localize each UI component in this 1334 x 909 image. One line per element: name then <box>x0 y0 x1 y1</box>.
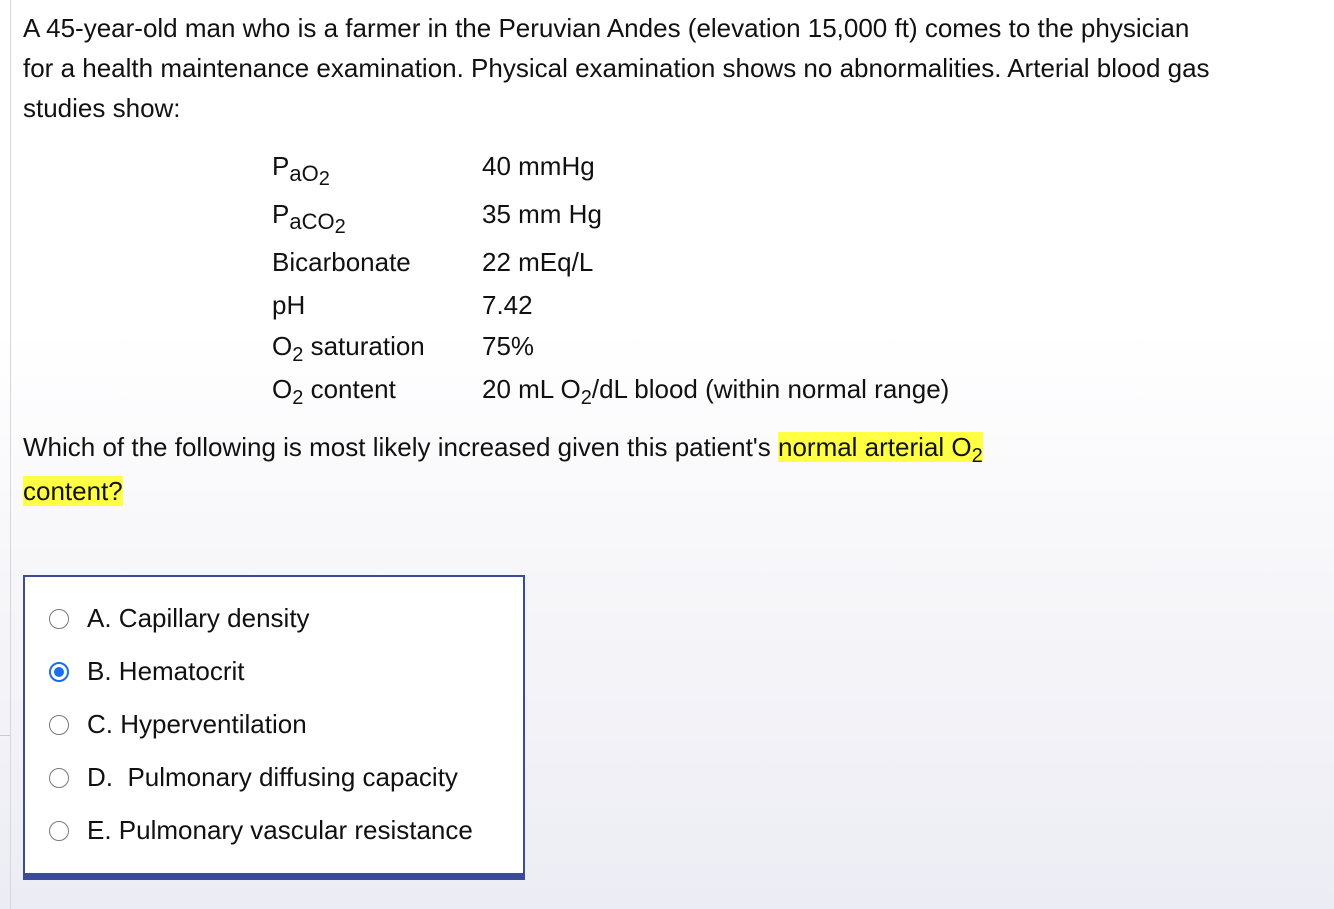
highlighted-phrase: normal arterial $O_2$ <box>777 432 983 467</box>
lab-name-o2-content: $O_2$ content <box>272 373 396 409</box>
highlighted-phrase-continued: content? <box>23 476 123 506</box>
lab-row-o2-content <box>272 367 949 411</box>
lab-value-o2-content: 20 mL $O_2/dL$ blood (within normal range) <box>482 373 950 409</box>
choice-d[interactable] <box>49 762 458 793</box>
choice-label: B. Hematocrit <box>87 656 245 686</box>
lab-row-paco2 <box>272 189 949 239</box>
choice-c[interactable] <box>49 709 307 740</box>
lab-row-ph <box>272 285 949 325</box>
lab-results-table <box>272 143 949 411</box>
lab-value-o2-saturation: 75% <box>482 330 535 361</box>
lab-name-o2-saturation: $O_2$ saturation <box>272 330 425 366</box>
question-stem: A 45-year-old man who is a farmer in the Peruvian Andes (elevation 15,000 ft) comes to the physician for a health maintenance examination. Physical examination shows no abnormalities. Arterial blood gas studies show: <box>23 13 1210 123</box>
radio-button[interactable] <box>49 768 69 788</box>
choice-b[interactable] <box>49 656 245 687</box>
lab-value-ph: 7.42 <box>482 289 533 320</box>
question-prompt: Which of the following is most likely increased given this patient's normal arterial $O_2$ content? <box>23 432 983 506</box>
lab-row-o2-saturation <box>272 325 949 367</box>
radio-button[interactable] <box>49 609 69 629</box>
lab-name-paco2: $P_{aCO2}$ <box>272 198 346 238</box>
left-divider <box>10 0 11 909</box>
answer-choices-panel <box>23 575 525 880</box>
radio-button[interactable] <box>49 715 69 735</box>
lab-name-pao2: $P_{aO2}$ <box>272 150 330 190</box>
radio-button[interactable] <box>49 821 69 841</box>
choice-label: A. Capillary density <box>87 603 310 633</box>
choice-label: D. Pulmonary diffusing capacity <box>87 762 458 792</box>
lab-name-bicarbonate: Bicarbonate <box>272 246 411 277</box>
choice-a[interactable] <box>49 603 310 634</box>
lab-row-pao2 <box>272 143 949 189</box>
choice-label: C. Hyperventilation <box>87 709 307 739</box>
lab-value-pao2: 40 mmHg <box>482 150 595 181</box>
lab-value-paco2: 35 mm Hg <box>482 198 602 229</box>
choice-label: E. Pulmonary vascular resistance <box>87 815 473 845</box>
lab-name-ph: pH <box>272 289 306 320</box>
lab-value-bicarbonate: 22 mEq/L <box>482 246 594 277</box>
left-divider-tick <box>0 735 10 736</box>
choice-e[interactable] <box>49 815 473 846</box>
lab-row-bicarbonate <box>272 239 949 285</box>
radio-button-selected[interactable] <box>49 662 69 682</box>
